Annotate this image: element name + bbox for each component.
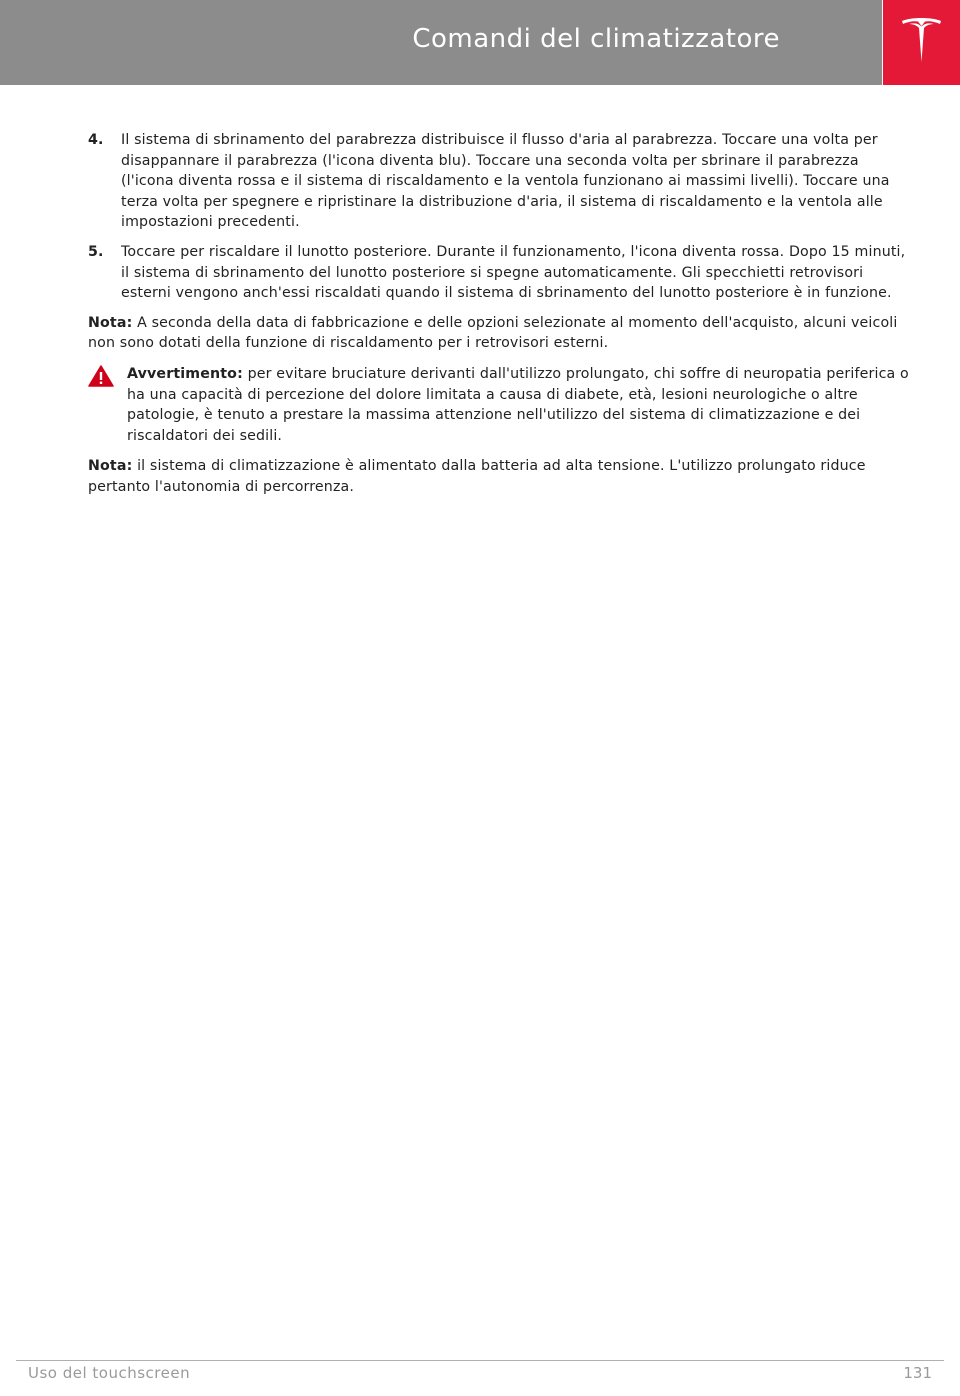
brand-logo (883, 0, 960, 85)
warning-block (88, 364, 916, 446)
note-label: Nota: (88, 314, 133, 331)
list-item (88, 242, 916, 304)
footer-divider (16, 1360, 944, 1361)
footer-page-number: 131 (903, 1364, 932, 1382)
list-item-number: 5. (88, 243, 104, 260)
note-paragraph (88, 456, 916, 497)
document-body (88, 130, 916, 508)
list-item (88, 130, 916, 233)
note-label: Nota: (88, 458, 133, 475)
list-item-number: 4. (88, 132, 104, 148)
warning-triangle-icon (88, 365, 114, 387)
note-paragraph (88, 313, 916, 354)
warning-label: Avvertimento: (127, 365, 243, 382)
header-bar (0, 0, 882, 85)
note-text: A seconda della data di fabbricazione e delle opzioni selezionate al momento dell'acquisto, alcuni veicoli non sono dotati della funzione di riscaldamento per i retrovisori esterni. (88, 314, 898, 352)
note-text: il sistema di climatizzazione è alimentato dalla batteria ad alta tensione. L'utilizzo prolungato riduce pertanto l'autonomia di percorrenza. (88, 458, 866, 495)
warning-icon-wrap (88, 364, 127, 446)
list-item-text: Toccare per riscaldare il lunotto posteriore. Durante il funzionamento, l'icona diventa rossa. Dopo 15 minuti, il sistema di sbrinamento del lunotto posteriore si spegne automaticamente. Gli specchietti retrovisori esterni vengono anch'essi riscaldati quando il sistema di sbrinamento del lunotto posteriore è in funzione. (121, 243, 906, 302)
list-item-text: Il sistema di sbrinamento del parabrezza distribuisce il flusso d'aria al parabrezza. Toccare una volta per disappannare il parabrezza (l'icona diventa blu). Toccare una seconda volta per sbrinare il parabrezza (l'icona diventa rossa e il sistema di riscaldamento e la ventola funzionano ai massimi livelli). Toccare una terza volta per spegnere e ripristinare la distribuzione d'aria, il sistema di riscaldamento e la ventola alle impostazioni precedenti. (121, 132, 890, 231)
footer-section-name: Uso del touchscreen (28, 1364, 191, 1382)
warning-text-block (127, 364, 916, 446)
warning-text: per evitare bruciature derivanti dall'utilizzo prolungato, chi soffre di neuropatia periferica o ha una capacità di percezione del dolore limitata a causa di diabete, età, lesioni neurologiche o altre patologie, è tenuto a prestare la massima attenzione nell'utilizzo del sistema di climatizzazione e dei riscaldatori dei sedili. (127, 365, 909, 444)
tesla-logo-icon (901, 16, 942, 66)
page-title: Comandi del climatizzatore (412, 24, 780, 54)
